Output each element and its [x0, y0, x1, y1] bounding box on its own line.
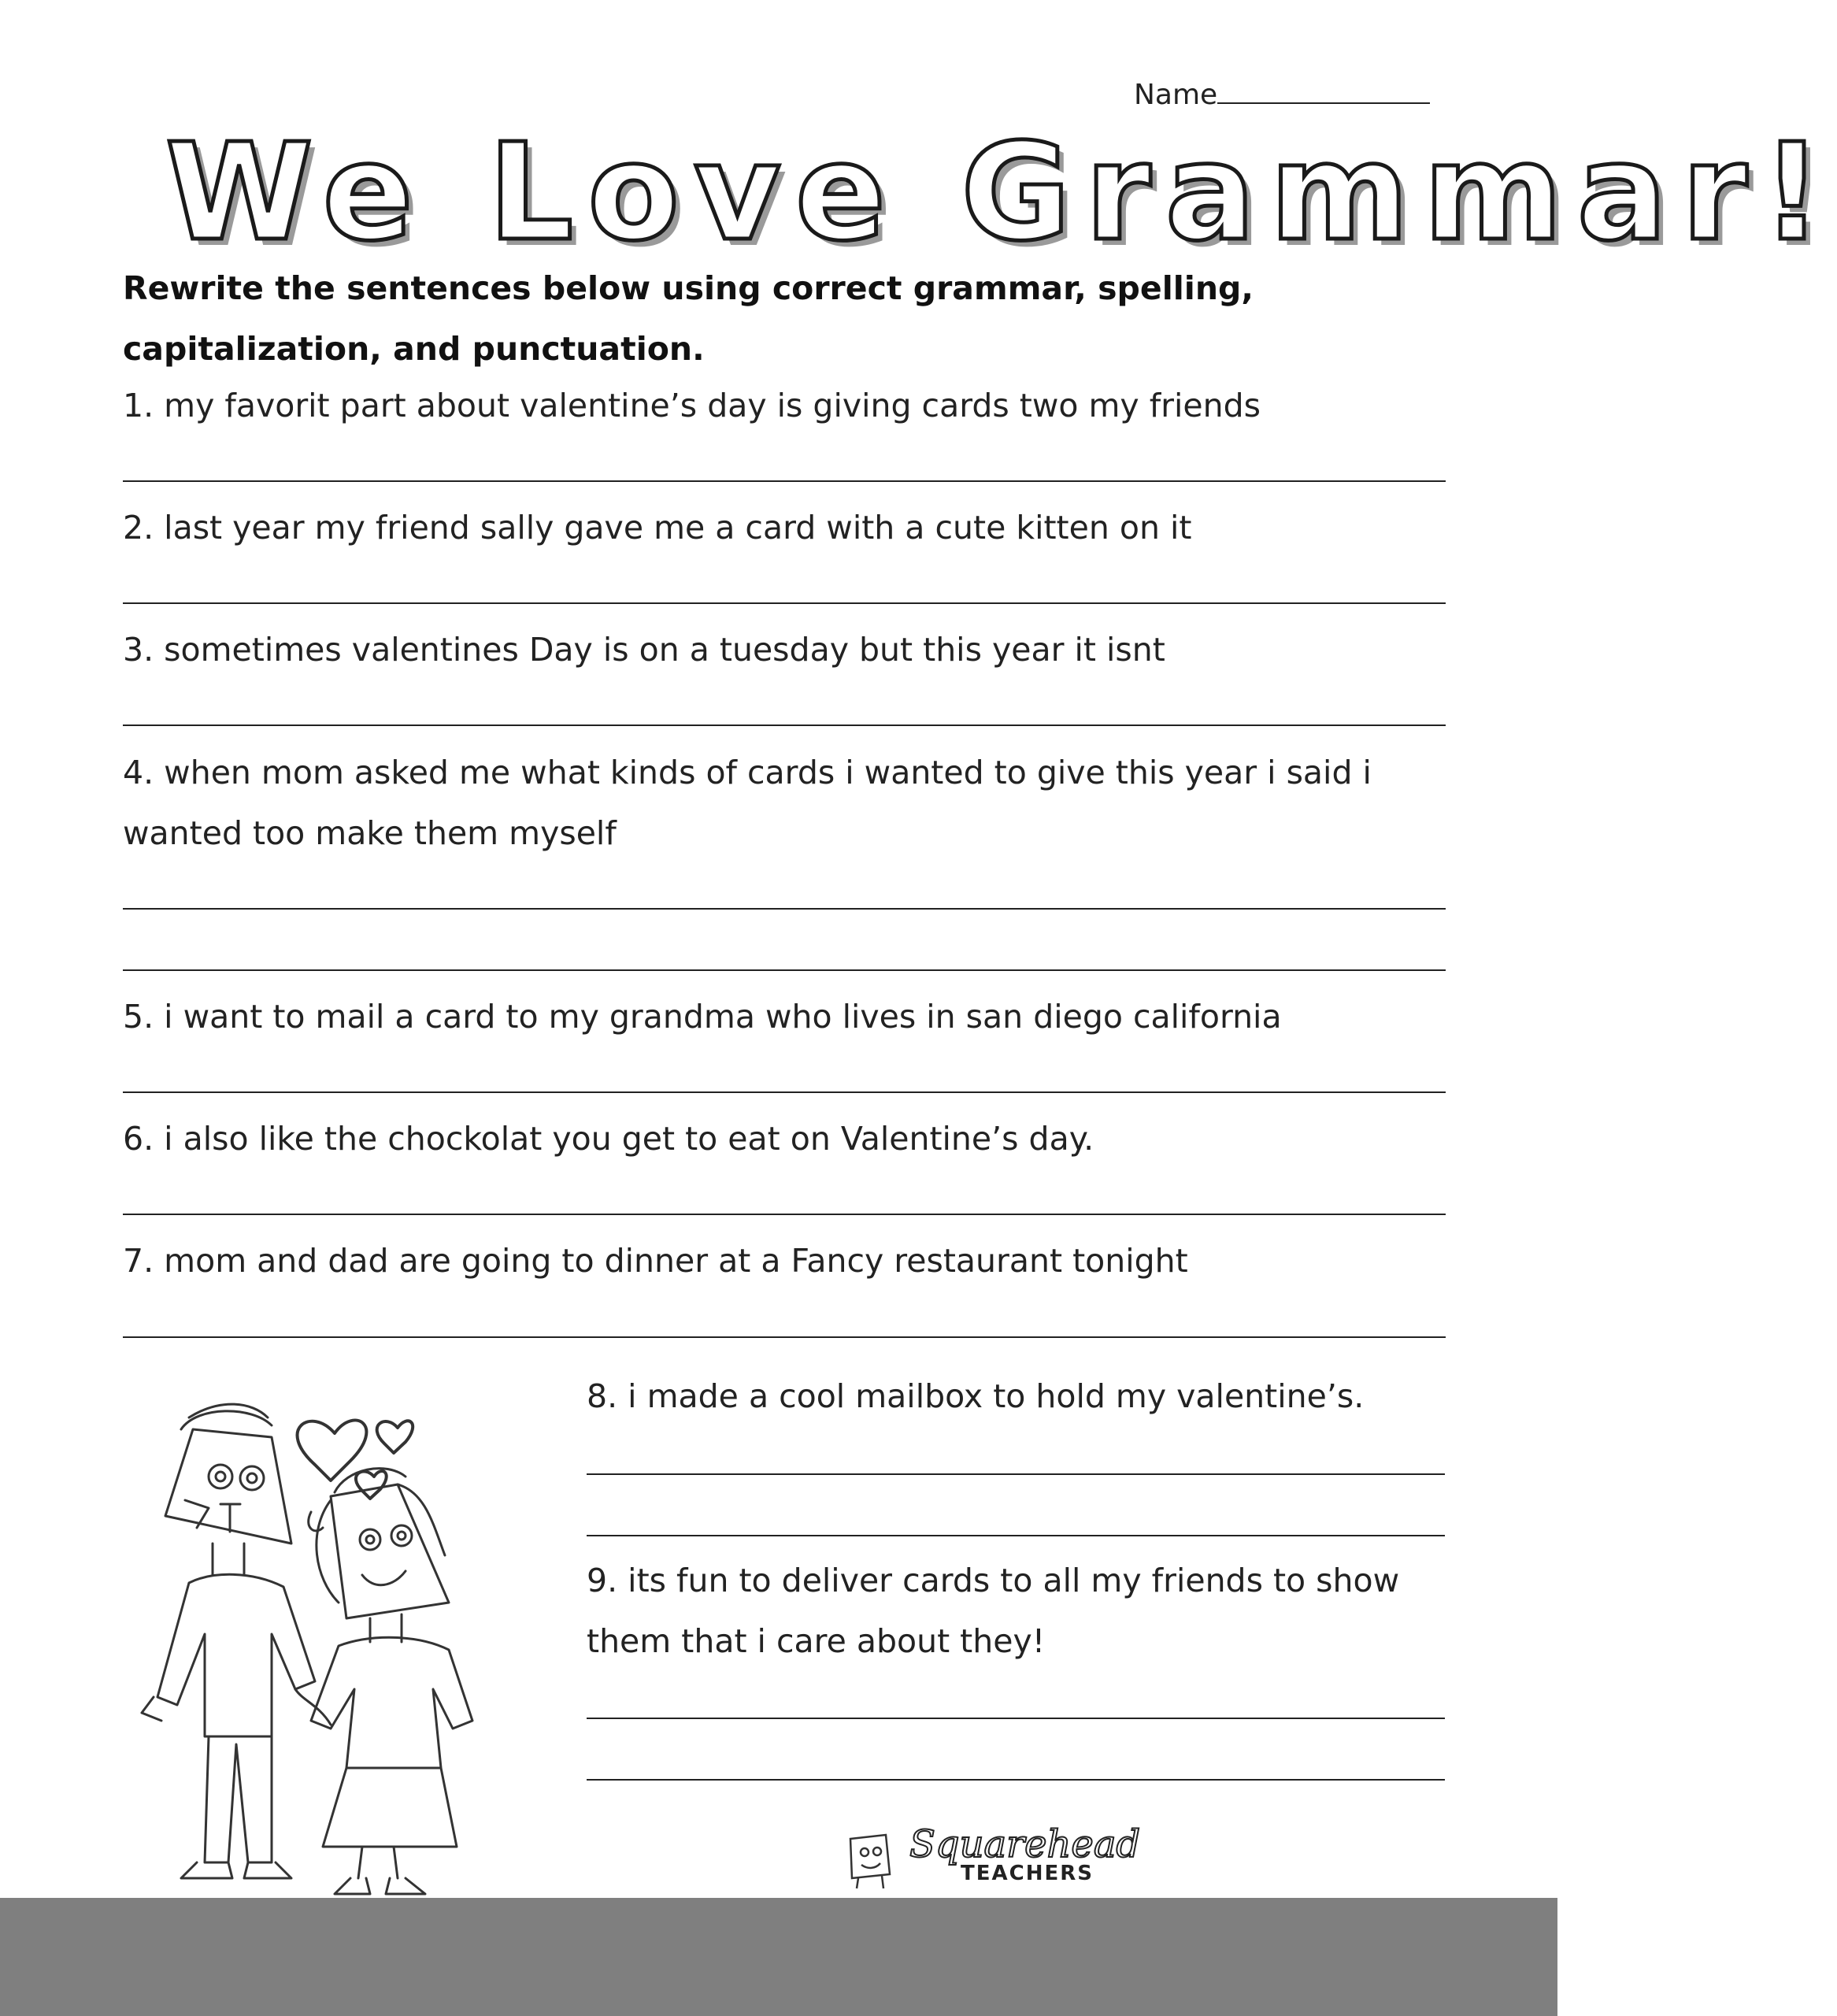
question-number: 9. — [587, 1562, 618, 1599]
logo-subtitle: TEACHERS — [961, 1862, 1094, 1885]
question-number: 2. — [123, 509, 154, 547]
question-9 — [587, 1551, 1468, 1672]
question-text: when mom asked me what kinds of cards i wanted to give this year i said i wanted too make them myself — [123, 754, 1372, 852]
answer-line-4b[interactable] — [123, 969, 1446, 971]
name-label: Name — [1134, 79, 1218, 111]
answer-line-6[interactable] — [123, 1214, 1446, 1215]
answer-line-4a[interactable] — [123, 908, 1446, 910]
question-1 — [123, 376, 1461, 436]
bottom-gray-bar — [0, 1898, 1557, 2016]
heart-icon — [356, 1471, 387, 1499]
heart-icon — [377, 1421, 413, 1453]
question-number: 1. — [123, 387, 154, 424]
answer-line-5[interactable] — [123, 1091, 1446, 1093]
question-number: 4. — [123, 754, 154, 791]
question-2 — [123, 498, 1461, 558]
answer-line-9b[interactable] — [587, 1779, 1445, 1781]
name-field[interactable] — [1134, 79, 1430, 111]
question-text: its fun to deliver cards to all my friends to show them that i care about they! — [587, 1562, 1400, 1660]
heart-icon — [298, 1421, 367, 1480]
question-5 — [123, 987, 1461, 1047]
question-number: 8. — [587, 1377, 618, 1415]
question-text: last year my friend sally gave me a card with a cute kitten on it — [164, 509, 1192, 547]
question-7 — [123, 1231, 1461, 1292]
name-blank-line[interactable] — [1217, 79, 1430, 104]
squarehead-logo-icon — [843, 1827, 898, 1890]
answer-line-3[interactable] — [123, 724, 1446, 726]
question-3 — [123, 620, 1461, 680]
logo-wordmark: Squarehead — [909, 1822, 1141, 1866]
question-number: 7. — [123, 1242, 154, 1280]
question-number: 5. — [123, 998, 154, 1036]
answer-line-7[interactable] — [123, 1336, 1446, 1338]
answer-line-8b[interactable] — [587, 1535, 1445, 1536]
instructions: Rewrite the sentences below using correct grammar, spelling, capitalization, and punctuation. — [123, 269, 1254, 368]
question-number: 6. — [123, 1120, 154, 1158]
question-4 — [123, 743, 1461, 864]
question-text: mom and dad are going to dinner at a Fancy restaurant tonight — [164, 1242, 1188, 1280]
answer-line-8a[interactable] — [587, 1473, 1445, 1475]
question-8 — [587, 1366, 1468, 1427]
question-text: my favorit part about valentine’s day is giving cards two my friends — [164, 387, 1261, 424]
couple-holding-hands-illustration — [134, 1374, 575, 1898]
question-text: i also like the chockolat you get to eat on Valentine’s day. — [164, 1120, 1094, 1158]
question-number: 3. — [123, 631, 154, 669]
squarehead-teachers-logo — [843, 1822, 1157, 1890]
worksheet-title — [165, 115, 1837, 271]
answer-line-2[interactable] — [123, 602, 1446, 604]
title-text: We Love Grammar! — [165, 115, 1837, 271]
question-text: i made a cool mailbox to hold my valentine’s. — [628, 1377, 1365, 1415]
answer-line-9a[interactable] — [587, 1718, 1445, 1719]
question-text: sometimes valentines Day is on a tuesday but this year it isnt — [164, 631, 1165, 669]
answer-line-1[interactable] — [123, 480, 1446, 482]
question-6 — [123, 1109, 1461, 1169]
question-text: i want to mail a card to my grandma who lives in san diego california — [164, 998, 1282, 1036]
